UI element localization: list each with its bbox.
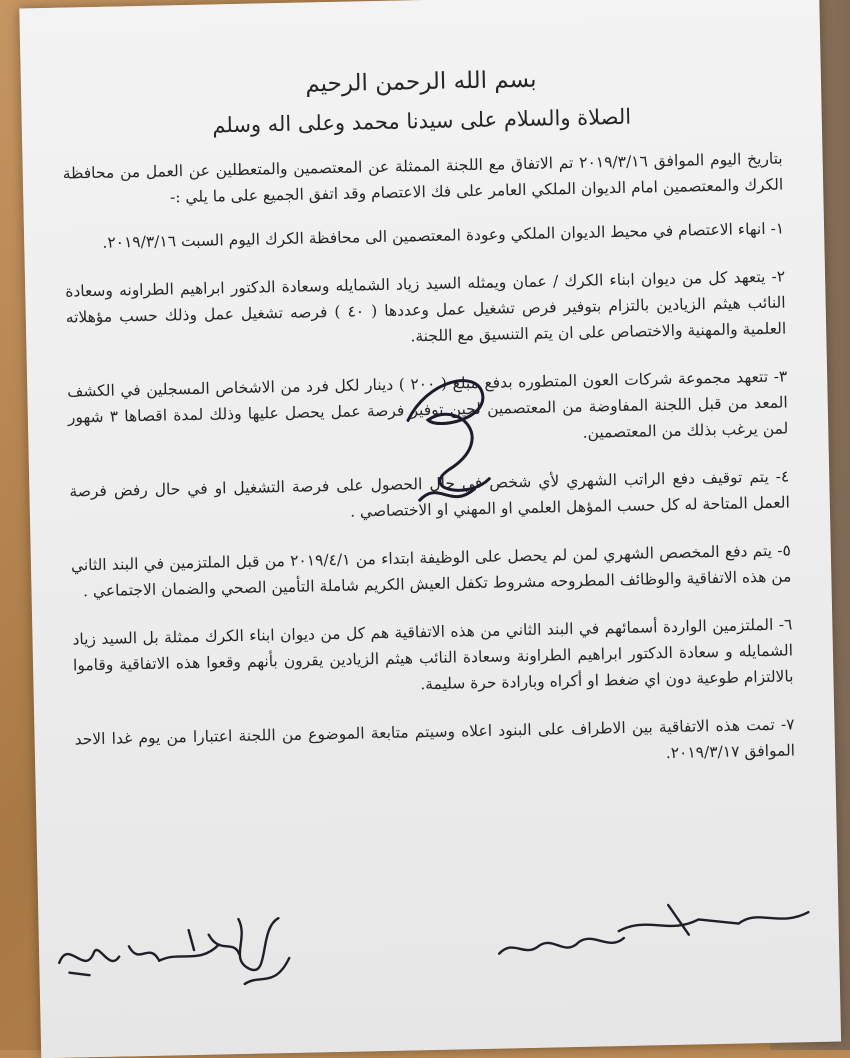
clause-5: ٥- يتم دفع المخصص الشهري لمن لم يحصل على الوظيفة ابتداء من ٢٠١٩/٤/١ من قبل الملتزمين في البند الثاني من هذه الاتفاقية والوظائف المطروحه مشروط تكفل العيش الكريم شاملة التأمين الصحي والضمان الاجتماعي .	[70, 541, 792, 601]
clause-3: ٣- تتعهد مجموعة شركات العون المتطوره بدفع مبلغ ( ٢٠٠ ) دينار لكل فرد من الاشخاص المسجلين في الكشف المعد من قبل اللجنة المفاوضة من المعتصمين لحين توفير فرصة عمل يحصل عليها وذلك لمدة اقصاها ٣ شهور لمن يرغب بذلك من المعتصمين.	[67, 367, 789, 442]
signatures-row	[38, 882, 840, 1019]
clause-2: ٢- يتعهد كل من ديوان ابناء الكرك / عمان ويمثله السيد زياد الشمايله وسعادة الدكتور ابراهيم الطراونه وسعادة النائب هيثم الزيادين بالتزام بتوفير فرص تشغيل عمل وعددها ( ٤٠ ) فرصه تشغيل عمل وذلك حسب مؤهلاته العلمية والمهنية والاختصاص على ان يتم التنسيق مع اللجنة.	[65, 267, 787, 346]
clause-7: ٧- تمت هذه الاتفاقية بين الاطراف على البنود اعلاه وسيتم متابعة الموضوع من اللجنة اعتبارا من يوم غدا الاحد الموافق ٢٠١٩/٣/١٧.	[74, 715, 796, 763]
clause-6: ٦- الملتزمين الواردة أسمائهم في البند الثاني من هذه الاتفاقية هم كل من ديوان ابناء الكرك ممثلة بل السيد زياد الشمايله و سعادة الدكتور ابراهيم الطراونة وسعادة النائب هيثم الزيادين يقرون بأنهم وقعوا هذه الاتفاقية وقاموا بالالتزام طوعية دون اي ضغط او أكراه وبارادة حرة سليمة.	[72, 615, 794, 694]
signature-mark-icon	[608, 892, 819, 946]
basmala-heading: بسم الله الرحمن الرحيم	[305, 66, 537, 98]
clause-1: ١- انهاء الاعتصام في محيط الديوان الملكي وعودة المعتصمين الى محافظة الكرك اليوم السبت ٢٠١٩/٣/١٦.	[102, 219, 785, 252]
signature-mark-icon	[218, 898, 310, 1000]
ink-scribble-icon	[387, 358, 510, 520]
intro-paragraph: بتاريخ اليوم الموافق ٢٠١٩/٣/١٦ تم الاتفاق مع اللجنة الممثلة عن المعتصمين والمتعطلين عن العمل من محافظة الكرك والمعتصمين امام الديوان الملكي العامر على فك الاعتصام وقد اتفق الجميع على ما يلي :-	[62, 149, 784, 207]
paper-sheet	[19, 0, 841, 1058]
clause-4: ٤- يتم توقيف دفع الراتب الشهري لأي شخص في حال الحصول على فرصة التشغيل او في حال رفض فرصة العمل المتاحة له كل حسب المؤهل العلمي او المهني او الاختصاصي .	[69, 467, 790, 521]
salutation-heading: الصلاة والسلام على سيدنا محمد وعلى اله وسلم	[212, 104, 632, 138]
